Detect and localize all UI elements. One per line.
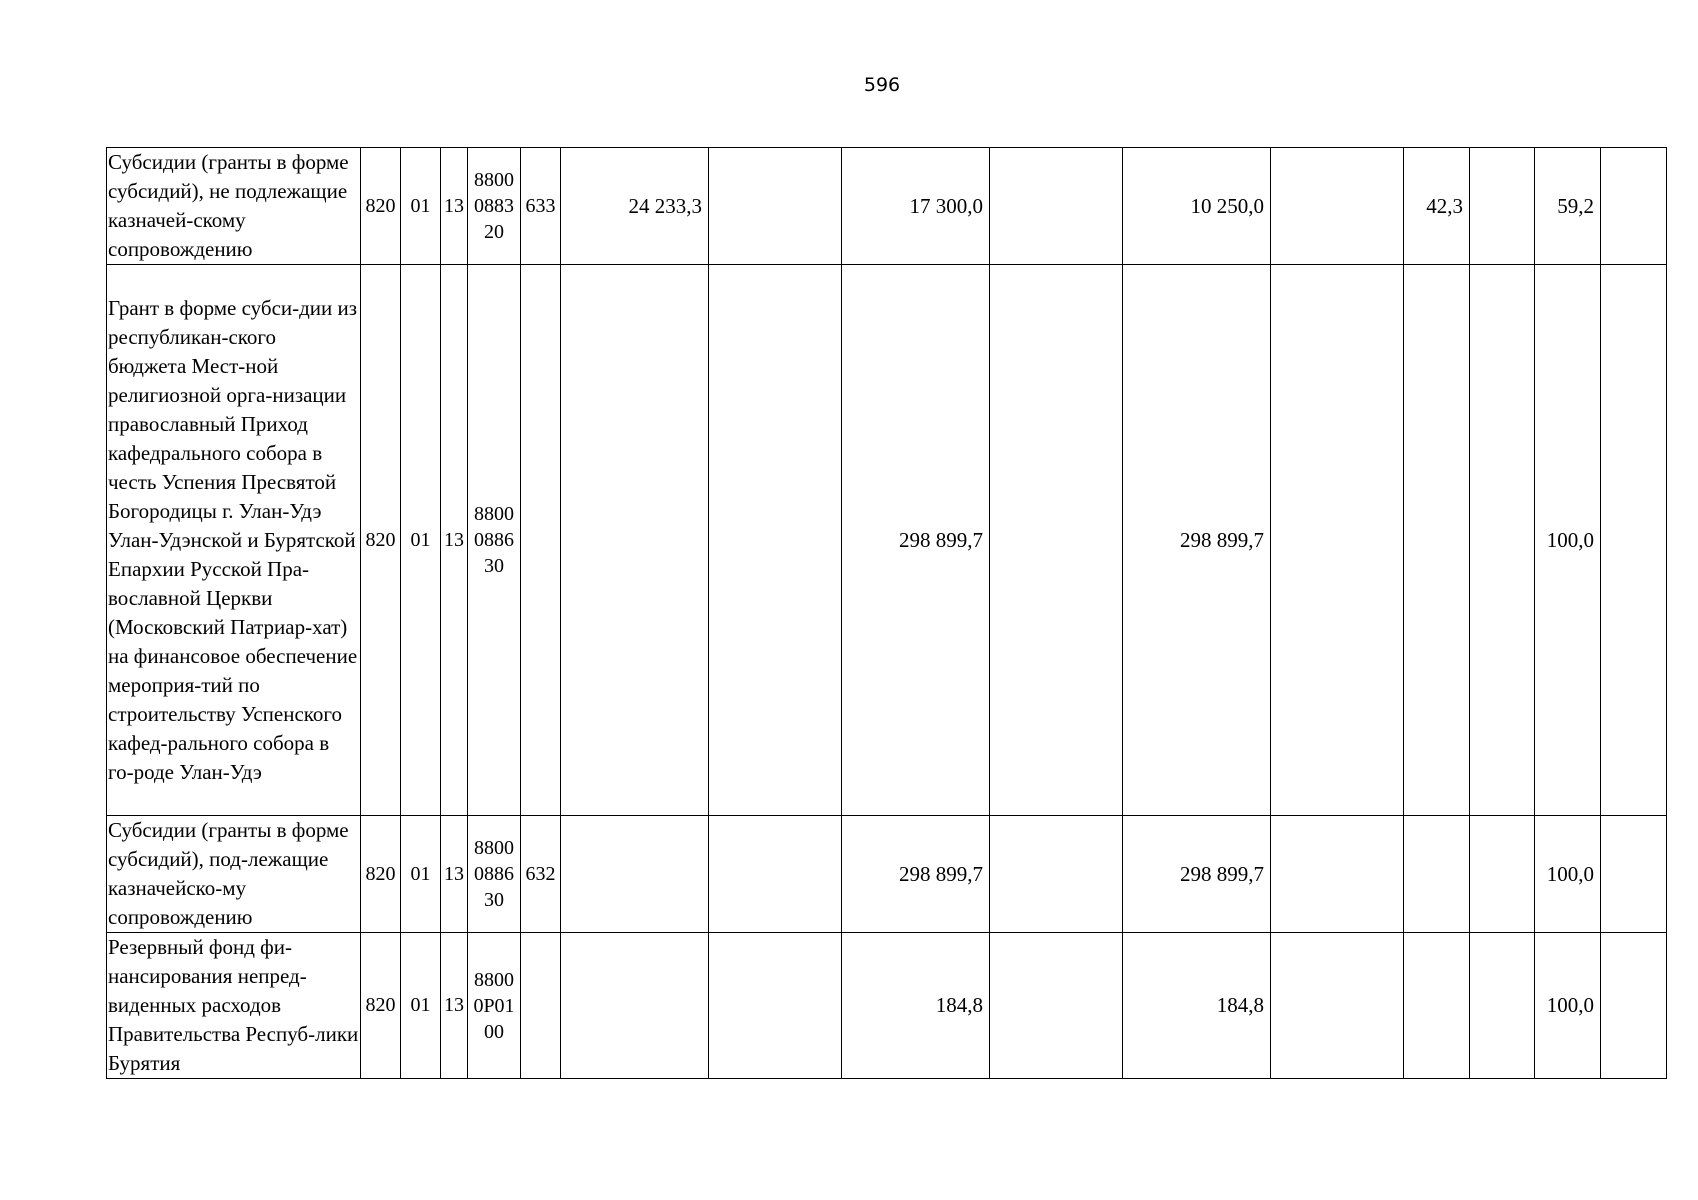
percent-cell xyxy=(1601,265,1667,816)
gr-code: 820 xyxy=(361,933,401,1079)
csr-part: 8800 xyxy=(474,503,514,525)
csr-part: 0Р01 xyxy=(473,994,515,1017)
csr-part: 8800 xyxy=(474,968,514,991)
pr-code: 13 xyxy=(441,933,468,1079)
gr-code: 820 xyxy=(361,265,401,816)
gr-code: 820 xyxy=(361,816,401,933)
vr-code: 633 xyxy=(521,148,561,265)
percent-cell xyxy=(1601,148,1667,265)
percent-cell xyxy=(1470,148,1535,265)
percent-cell: 42,3 xyxy=(1404,148,1470,265)
percent-cell xyxy=(1601,933,1667,1079)
percent-cell xyxy=(1404,933,1470,1079)
row-name: Субсидии (гранты в форме субсидий), под-лежащие казначейско-му сопровождению xyxy=(107,816,361,933)
value-cell xyxy=(561,933,709,1079)
percent-cell xyxy=(1404,265,1470,816)
value-cell xyxy=(1271,933,1404,1079)
value-cell: 184,8 xyxy=(842,933,990,1079)
pr-code: 13 xyxy=(441,816,468,933)
csr-part: 00 xyxy=(484,1020,504,1043)
rz-code: 01 xyxy=(401,148,441,265)
value-cell xyxy=(990,933,1123,1079)
value-cell xyxy=(709,816,842,933)
csr-part: 0883 xyxy=(474,195,514,217)
csr-part: 0886 xyxy=(474,863,514,885)
gr-code: 820 xyxy=(361,148,401,265)
percent-cell xyxy=(1470,265,1535,816)
value-cell: 10 250,0 xyxy=(1123,148,1271,265)
percent-cell: 100,0 xyxy=(1535,933,1601,1079)
value-cell xyxy=(1271,816,1404,933)
value-cell: 17 300,0 xyxy=(842,148,990,265)
csr-part: 8800 xyxy=(474,169,514,191)
table-row xyxy=(107,933,1667,1079)
rz-code: 01 xyxy=(401,933,441,1079)
rz-code: 01 xyxy=(401,816,441,933)
percent-cell: 100,0 xyxy=(1535,816,1601,933)
csr-code xyxy=(468,148,521,265)
value-cell xyxy=(561,265,709,816)
percent-cell xyxy=(1470,933,1535,1079)
csr-code xyxy=(468,933,521,1079)
pr-code: 13 xyxy=(441,265,468,816)
value-cell: 298 899,7 xyxy=(1123,265,1271,816)
value-cell: 298 899,7 xyxy=(842,265,990,816)
table-row xyxy=(107,265,1667,816)
row-name: Резервный фонд фи-нансирования непред-виденных расходов Правительства Респуб-лики Бурятия xyxy=(107,933,361,1079)
value-cell: 184,8 xyxy=(1123,933,1271,1079)
percent-cell: 100,0 xyxy=(1535,265,1601,816)
vr-code: 632 xyxy=(521,816,561,933)
value-cell xyxy=(990,265,1123,816)
csr-part: 30 xyxy=(484,889,504,911)
table-row xyxy=(107,816,1667,933)
value-cell xyxy=(990,148,1123,265)
csr-part: 20 xyxy=(484,221,504,243)
csr-code xyxy=(468,816,521,933)
vr-code xyxy=(521,933,561,1079)
budget-table xyxy=(106,147,1667,1079)
rz-code: 01 xyxy=(401,265,441,816)
row-name: Грант в форме субси-дии из республикан-ского бюджета Мест-ной религиозной орга-низации православный Приход кафедрального собора в честь Успения Пресвятой Богородицы г. Улан-Удэ Улан-Удэнской и Бурятской Епархии Русской Пра-вославной Церкви (Московский Патриар-хат) на финансовое обеспечение мероприя-тий по строительству Успенского кафед-рального собора в го-роде Улан-Удэ xyxy=(107,265,361,816)
value-cell xyxy=(990,816,1123,933)
percent-cell: 59,2 xyxy=(1535,148,1601,265)
value-cell: 24 233,3 xyxy=(561,148,709,265)
table-row xyxy=(107,148,1667,265)
row-name: Субсидии (гранты в форме субсидий), не подлежащие казначей-скому сопровождению xyxy=(107,148,361,265)
csr-part: 8800 xyxy=(474,837,514,859)
csr-part: 30 xyxy=(484,555,504,577)
csr-part: 0886 xyxy=(474,529,514,551)
value-cell: 298 899,7 xyxy=(842,816,990,933)
value-cell xyxy=(1271,148,1404,265)
percent-cell xyxy=(1404,816,1470,933)
pr-code: 13 xyxy=(441,148,468,265)
vr-code xyxy=(521,265,561,816)
page-number: 596 xyxy=(863,74,901,96)
value-cell xyxy=(709,265,842,816)
value-cell xyxy=(1271,265,1404,816)
value-cell xyxy=(561,816,709,933)
value-cell: 298 899,7 xyxy=(1123,816,1271,933)
value-cell xyxy=(709,933,842,1079)
csr-code xyxy=(468,265,521,816)
percent-cell xyxy=(1470,816,1535,933)
value-cell xyxy=(709,148,842,265)
percent-cell xyxy=(1601,816,1667,933)
